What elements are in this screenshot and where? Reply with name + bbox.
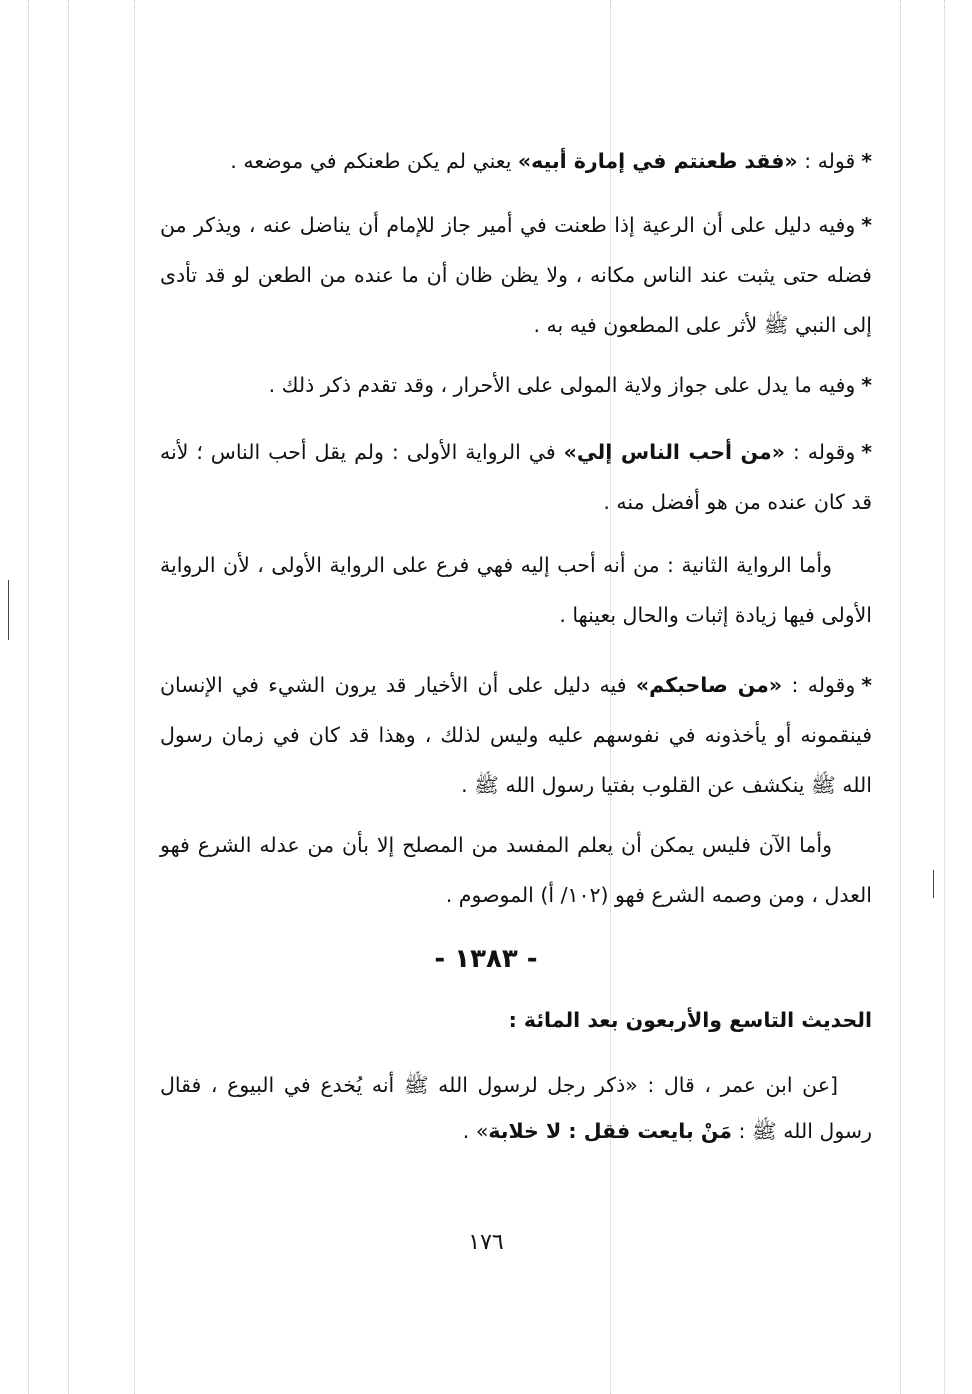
paragraph-text: وفيه ما يدل على جواز ولاية المولى على الأحرار ، وقد تقدم ذكر ذلك . xyxy=(268,373,856,397)
scan-mark xyxy=(933,870,934,898)
scan-margin-line xyxy=(900,0,902,1394)
hadith-number: - ١٣٨٣ - xyxy=(434,944,538,974)
paragraph-3 xyxy=(160,360,872,410)
paragraph-5 xyxy=(160,540,872,640)
paragraph-4 xyxy=(160,427,872,527)
paragraph-1 xyxy=(160,136,872,186)
bullet-star: * xyxy=(861,213,872,237)
hadith-prefix: [عن ابن عمر ، قال : «ذكر رجل لرسول الله ﷺ أنه يُخدع في البيوع ، فقال رسول الله ﷺ : xyxy=(160,1073,872,1143)
paragraph-text: يعني لم يكن طعنكم في موضعه . xyxy=(230,149,518,173)
paragraph-6 xyxy=(160,660,872,810)
scan-margin-line xyxy=(944,0,946,1394)
quoted-phrase: «من أحب الناس إلي» xyxy=(563,440,785,464)
paragraph-text: وأما الرواية الثانية : من أنه أحب إليه فهي فرع على الرواية الأولى ، لأن الرواية الأولى فيها زيادة إثبات والحال بعينها . xyxy=(160,553,872,627)
paragraph-prefix: وقوله : xyxy=(784,440,856,464)
paragraph-2 xyxy=(160,200,872,350)
scan-mark xyxy=(8,580,9,640)
quoted-phrase: «فقد طعنتم في إمارة أبيه» xyxy=(517,149,798,173)
bullet-star: * xyxy=(861,373,872,397)
paragraph-text: فيه دليل على أن الأخيار قد يرون الشيء في الإنسان فينقمونه أو يأخذونه في نفوسهم عليه وليس لذلك ، وهذا قد كان في زمان رسول الله ﷺ ينكشف عن القلوب بفتيا رسول الله ﷺ . xyxy=(160,673,872,797)
bullet-star: * xyxy=(861,440,873,464)
hadith-suffix: » . xyxy=(462,1119,489,1143)
quoted-phrase: «من صاحبكم» xyxy=(635,673,783,697)
section-heading: الحديث التاسع والأربعون بعد المائة : xyxy=(508,1008,872,1032)
scan-margin-line xyxy=(134,0,136,1394)
page-number: ١٧٦ xyxy=(468,1230,504,1255)
bullet-star: * xyxy=(861,149,872,173)
paragraph-text: وأما الآن فليس يمكن أن يعلم المفسد من المصلح إلا بأن من عدله الشرع فهو العدل ، ومن وصمه الشرع فهو (١٠٢/ أ) الموصوم . xyxy=(160,833,872,907)
hadith-quote: مَنْ بايعت فقل : لا خلابة xyxy=(488,1119,732,1143)
paragraph-text: وفيه دليل على أن الرعية إذا طعنت في أمير جاز للإمام أن يناضل عنه ، ويذكر من فضله حتى يثبت عند الناس مكانه ، ولا يظن ظان أن ما عنده من الطعن لو قد تأدى إلى النبي ﷺ لأثر على المطعون فيه به . xyxy=(160,213,872,337)
paragraph-text: في الرواية الأولى : ولم يقل أحب الناس ؛ لأنه قد كان عنده من هو أفضل منه . xyxy=(160,440,872,514)
hadith-text xyxy=(160,1062,872,1154)
paragraph-7 xyxy=(160,820,872,920)
scan-margin-line xyxy=(28,0,30,1394)
paragraph-prefix: وقوله : xyxy=(782,673,856,697)
paragraph-prefix: قوله : xyxy=(797,149,856,173)
scan-margin-line xyxy=(68,0,70,1394)
bullet-star: * xyxy=(861,673,872,697)
